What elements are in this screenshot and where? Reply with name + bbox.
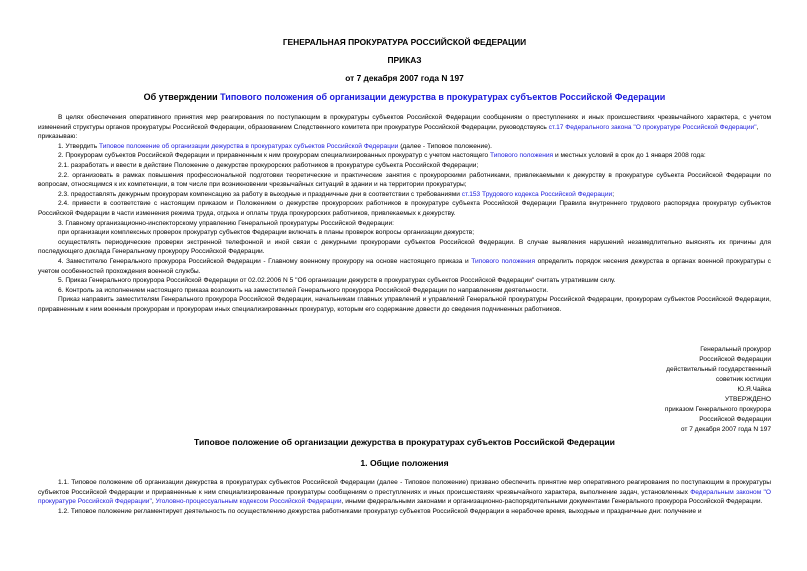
approved-by-1: приказом Генерального прокурора [664, 406, 771, 413]
item-2 [38, 151, 771, 161]
order-body [38, 113, 771, 314]
labor-code-link[interactable]: ст.153 Трудового кодекса Российской Федерации [461, 190, 613, 198]
item-4-text: 4. Заместителю Генерального прокурора Российской Федерации - Главному военному прокурору на основе настоящего приказа и [58, 257, 472, 265]
item-2-3 [38, 190, 771, 200]
item-2-2: 2.2. организовать в рамках повышения профессиональной подготовки теоретические и практические занятия с прокурорскими работниками, привлекаемыми к дежурству в прокуратуре субъекта Российской Федерации по вопросам, относящимся к их компетенции, в том числе при возникновении чрезвычайных ситуаций в здании и на территории прокуратуры; [38, 171, 771, 189]
document-title [38, 93, 771, 103]
item-3-b: осуществлять периодические проверки экстренной телефонной и иной связи с дежурными прокурорами субъектов Российской Федерации. В случае выявления нарушений незамедлительно выяснять их причины для последующего доклада Генеральному прокурору Российской Федерации. [38, 238, 771, 256]
date-number-heading: от 7 декабря 2007 года N 197 [345, 73, 464, 83]
signer-title-1: Генеральный прокурор [700, 346, 771, 353]
item-1-tail: (далее - Типовое положение). [398, 142, 492, 150]
criminal-code-link[interactable]: Уголовно-процессуальным кодексом Российской Федерации [155, 498, 342, 506]
annex-title: Типовое положение об организации дежурства в прокуратурах субъектов Российской Федерации [194, 437, 615, 447]
item-2-tail: и местных условий в срок до 1 января 2008 года: [553, 152, 706, 160]
title-link[interactable]: Типового положения об организации дежурства в прокуратурах субъектов Российской Федерации [220, 92, 666, 102]
item-2-text: 2. Прокурорам субъектов Российской Федерации и приравненным к ним прокурорам специализированных прокуратур с учетом настоящего [58, 152, 490, 160]
item-2-link[interactable]: Типового положения [490, 152, 554, 160]
annex-paragraph-2: 1.2. Типовое положение регламентирует деятельность по осуществлению дежурства работниками прокуратур субъектов Российской Федерации в нерабочее время, выходные и праздничные дни: получение и [58, 507, 702, 515]
item-1-text: 1. Утвердить [58, 142, 99, 150]
signer-title-4: советник юстиции [715, 376, 771, 383]
item-4 [38, 257, 771, 276]
item-3-a: при организации комплексных проверок прокуратур субъектов Федерации включать в планы проверок вопросы организации дежурств; [58, 229, 475, 237]
annex-body [38, 478, 771, 516]
prosecutor-law-link[interactable]: Федеральным законом "О прокуратуре Российской Федерации" [38, 488, 771, 506]
signature-block [665, 345, 771, 435]
item-4-tail: определить порядок несения дежурства в органах военной прокуратуры с учетом особенностей прохождения военной службы. [38, 257, 771, 275]
title-prefix: Об утверждении [143, 92, 221, 102]
signer-title-2: Российской Федерации [699, 356, 771, 363]
preamble-tail: , [756, 123, 759, 131]
item-1-link[interactable]: Типовое положение об организации дежурства в прокуратурах субъектов Российской Федерации [98, 142, 399, 150]
annex-p1-sep: , [151, 498, 156, 506]
item-6: 6. Контроль за исполнением настоящего приказа возложить на заместителей Генерального прокурора Российской Федерации по направлениям деятельности. [58, 286, 549, 294]
item-2-3-tail: ; [612, 190, 615, 198]
signer-name: Ю.Я.Чайка [737, 386, 771, 393]
law-link[interactable]: ст.17 Федерального закона "О прокуратуре Российской Федерации" [548, 123, 757, 131]
approved-date: от 7 декабря 2007 года N 197 [680, 426, 771, 433]
item-2-4: 2.4. привести в соответствие с настоящим приказом и Положением о дежурстве прокурорских работников в прокуратуре субъекта Российской Федерации Правила внутреннего трудового распорядка прокуратур субъектов Российской Федерации в части изменения режима труда, отдыха и оплаты труда прокурорских работников, привлекаемых к дежурству. [38, 200, 771, 217]
org-heading: ГЕНЕРАЛЬНАЯ ПРОКУРАТУРА РОССИЙСКОЙ ФЕДЕРАЦИИ [282, 37, 527, 47]
item-3: 3. Главному организационно-инспекторскому управлению Генеральной прокуратуры Российской Федерации: [58, 219, 394, 227]
order-word: приказываю: [38, 133, 78, 141]
section-heading: 1. Общие положения [360, 458, 449, 468]
item-5: 5. Приказ Генерального прокурора Российской Федерации от 02.02.2006 N 5 "Об организации дежурств в прокуратурах субъектов Российской Федерации" считать утратившим силу. [58, 277, 616, 285]
signer-title-3: действительный государственный [666, 366, 771, 373]
item-7: Приказ направить заместителям Генерального прокурора Российской Федерации, начальникам главных управлений и управлений Генеральной прокуратуры Российской Федерации, прокурорам субъектов Российской Федерации, приравненным к ним военным прокурорам и прокурорам иных специализированных прокуратур, которым его содержание довести до сведения подчиненных работников. [38, 296, 771, 313]
annex-p1-tail: , иными федеральными законами и организационно-распорядительными документами Генерального прокурора Российской Федерации. [341, 498, 763, 506]
preamble-text: В целях обеспечения оперативного принятия мер реагирования по поступающим в прокуратуры субъектов Российской Федерации сообщениям о преступлениях и иных происшествиях чрезвычайного характера, с учетом изменений структуры органов прокуратуры Российской Федерации, образованием Следственного комитета при прокуратуре Российской Федерации, руководствуясь [38, 114, 771, 131]
preamble-paragraph [38, 113, 771, 132]
approved-by-2: Российской Федерации [699, 416, 771, 423]
item-4-link[interactable]: Типового положения [471, 257, 536, 265]
item-2-1: 2.1. разработать и ввести в действие Положение о дежурстве прокурорских работников в прокуратуре субъекта Российской Федерации; [58, 161, 479, 169]
item-1 [38, 142, 771, 152]
doc-type-heading: ПРИКАЗ [387, 55, 422, 65]
annex-paragraph-1 [38, 478, 771, 507]
item-2-3-text: 2.3. предоставлять дежурным прокурорам компенсацию за работу в выходные и праздничные дни в соответствии с требованиями [58, 190, 462, 198]
approved-label: УТВЕРЖДЕНО [724, 396, 771, 403]
annex-p1-text: 1.1. Типовое положение об организации дежурства в прокуратурах субъектов Российской Федерации (далее - Типовое положение) призвано обеспечить принятие мер оперативного реагирования по поступающим в прокуратуры субъектов Российской Федерации и приравненные к ним специализированные прокуратуры сообщениям о преступлениях и иных происшествиях чрезвычайного характера, выполнение задач, установленных [38, 479, 771, 496]
